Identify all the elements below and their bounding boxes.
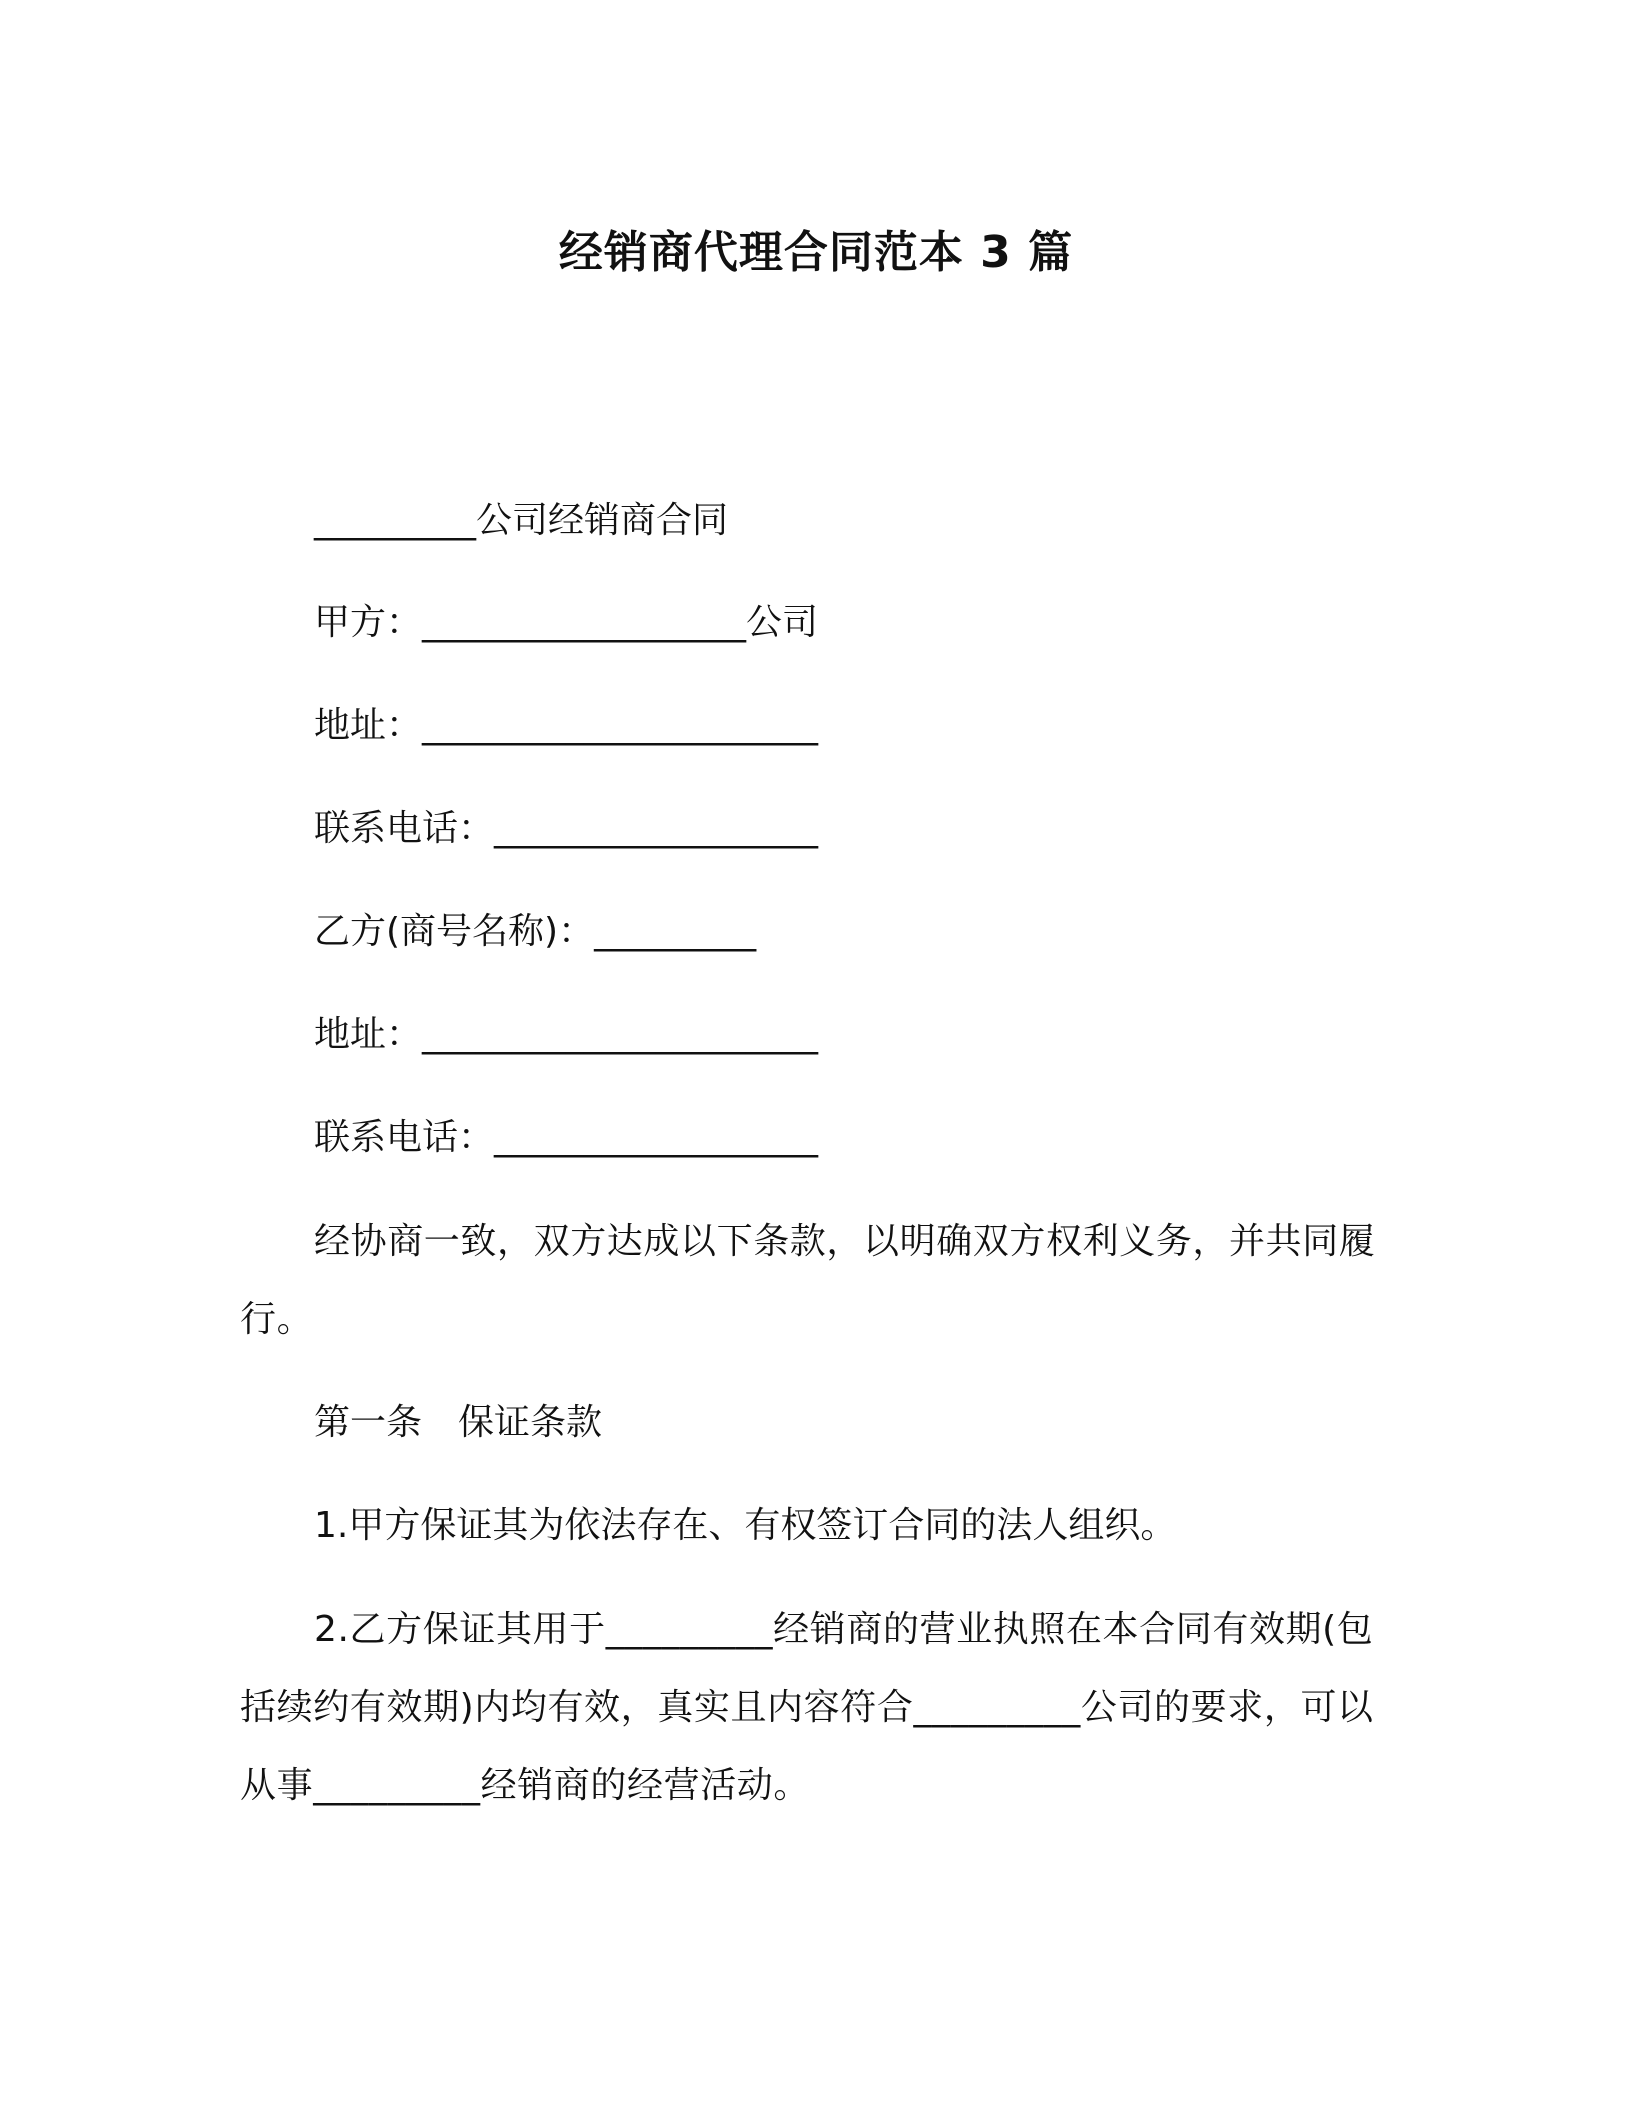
party-b-phone-line: 联系电话：__________________ — [314, 1117, 819, 1158]
party-b-address-line: 地址：______________________ — [314, 1014, 819, 1055]
intro-paragraph: 经协商一致，双方达成以下条款，以明确双方权利义务，并共同履行。 — [240, 1221, 1376, 1340]
party-a-address-line: 地址：______________________ — [314, 705, 819, 746]
article-1-heading: 第一条 保证条款 — [314, 1402, 603, 1443]
party-a-phone-line: 联系电话：__________________ — [314, 808, 819, 849]
party-a-line: 甲方：__________________公司 — [314, 602, 819, 643]
clause-2: 2.乙方保证其用于_________经销商的营业执照在本合同有效期(包括续约有效期)内均有效，真实且内容符合_________公司的要求，可以从事_________经销商的经营活动。 — [240, 1609, 1374, 1806]
party-b-line: 乙方(商号名称)：_________ — [314, 911, 757, 952]
document-title: 经销商代理合同范本 3 篇 — [558, 227, 1074, 278]
contract-heading: _________公司经销商合同 — [314, 500, 729, 541]
clause-1: 1.甲方保证其为依法存在、有权签订合同的法人组织。 — [314, 1505, 1177, 1546]
